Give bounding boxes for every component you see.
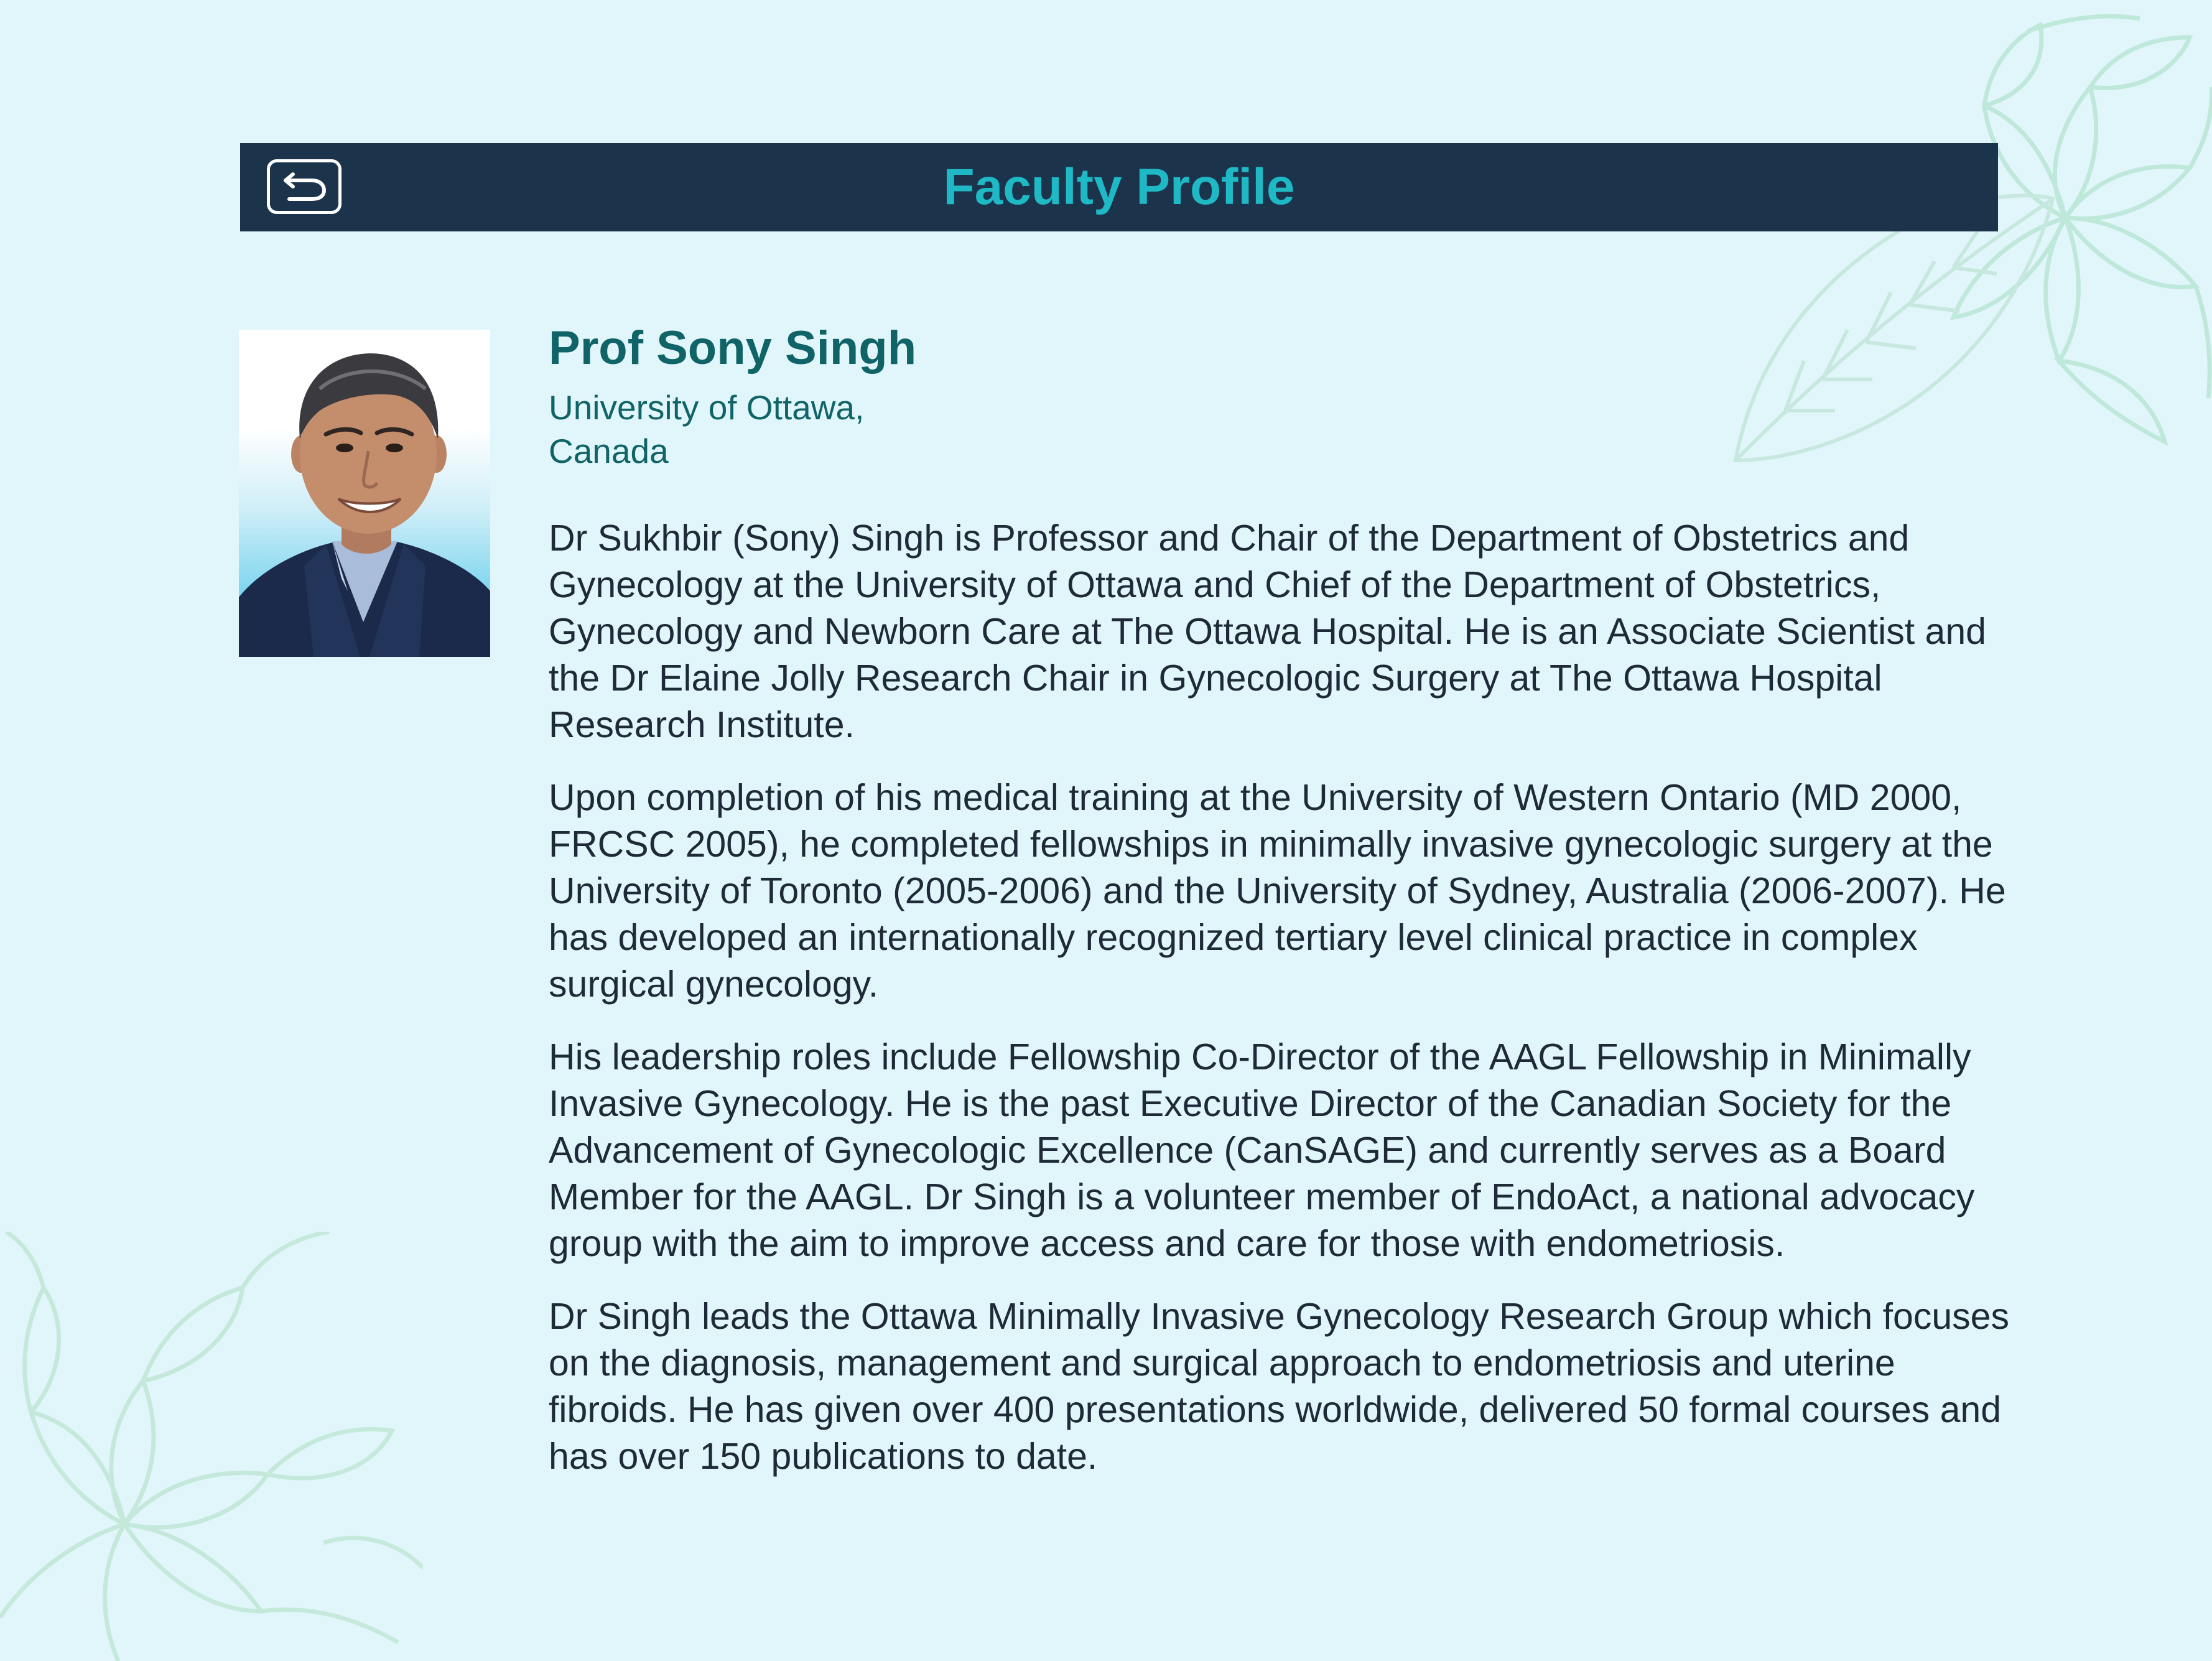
biography bbox=[549, 515, 2029, 1480]
profile-photo bbox=[239, 330, 490, 657]
affiliation bbox=[549, 386, 2029, 473]
affiliation-line-2: Canada bbox=[549, 432, 669, 470]
bio-paragraph-2: Upon completion of his medical training at the University of Western Ontario (MD 2000, FRCSC 2005), he completed fellowships in minimally invasive gynecologic surgery at the University of Toronto (2005-2006) and the University of Sydney, Australia (2006-2007). He has developed an internationally recognized tertiary level clinical practice in complex surgical gynecology. bbox=[549, 777, 2006, 1005]
header-bar bbox=[240, 143, 1998, 231]
profile-details bbox=[549, 317, 2029, 1506]
bio-paragraph-1: Dr Sukhbir (Sony) Singh is Professor and Chair of the Department of Obstetrics and Gynecology at the University of Ottawa and Chief of the Department of Obstetrics, Gynecology and Newborn Care at The Ottawa Hospital. He is an Associate Scientist and the Dr Elaine Jolly Research Chair in Gynecologic Surgery at The Ottawa Hospital Research Institute. bbox=[549, 518, 1986, 745]
portrait-photo bbox=[239, 330, 490, 657]
bio-paragraph-4: Dr Singh leads the Ottawa Minimally Invasive Gynecology Research Group which focuses on the diagnosis, management and surgical approach to endometriosis and uterine fibroids. He has given over 400 presentations worldwide, delivered 50 formal courses and has over 150 publications to date. bbox=[549, 1296, 2009, 1477]
affiliation-line-1: University of Ottawa, bbox=[549, 388, 865, 427]
floral-decoration-icon bbox=[0, 1232, 423, 1661]
faculty-name: Prof Sony Singh bbox=[549, 322, 917, 375]
bio-paragraph-3: His leadership roles include Fellowship Co-Director of the AAGL Fellowship in Minimally Invasive Gynecology. He is the past Executive Director of the Canadian Society for the Advancement of Gynecologic Excellence (CanSAGE) and currently serves as a Board Member for the AAGL. Dr Singh is a volunteer member of EndoAct, a national advocacy group with the aim to improve access and care for those with endometriosis. bbox=[549, 1036, 1975, 1264]
page-title: Faculty Profile bbox=[943, 159, 1295, 215]
